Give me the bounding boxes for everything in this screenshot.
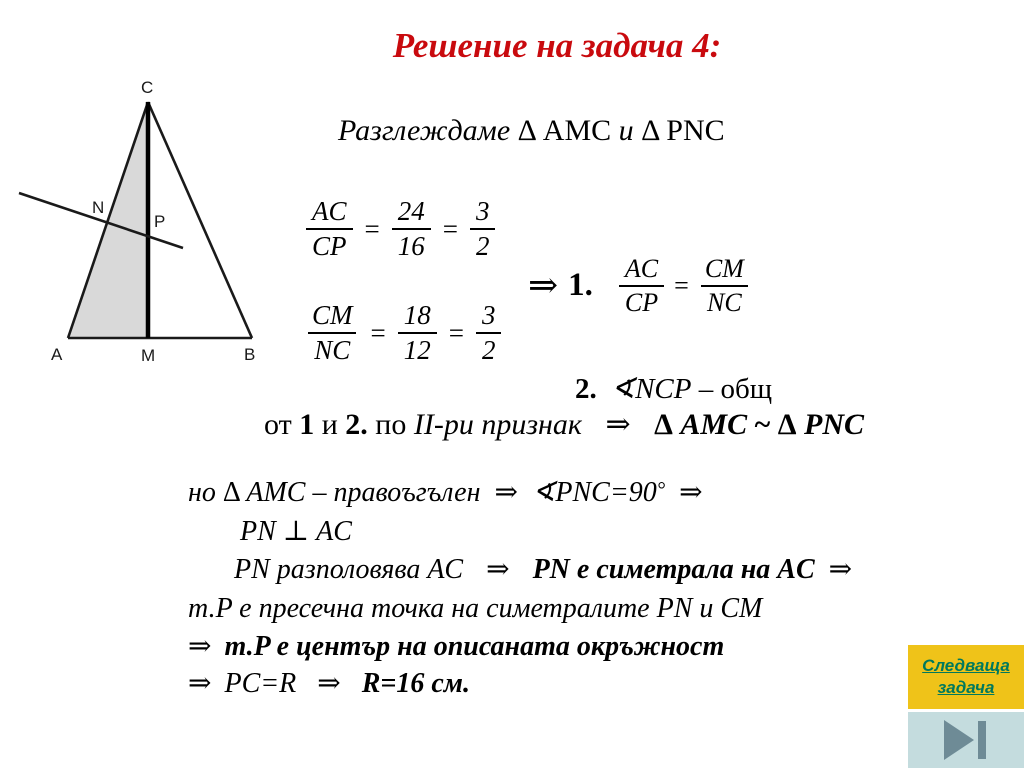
next-task-link[interactable] (908, 645, 1024, 709)
text: т.P е пресечна точка на симетралите (188, 593, 650, 624)
equals-sign: = (370, 317, 386, 348)
text: и (321, 408, 338, 441)
numerator: 18 (403, 300, 431, 330)
subtitle-word: Разглеждаме (338, 114, 511, 147)
numerator: 3 (475, 196, 490, 226)
skip-next-icon (938, 718, 994, 762)
delta-symbol: Δ (777, 408, 797, 441)
triangle-diagram (5, 70, 275, 370)
segment-ac: AC (427, 554, 464, 585)
angle-symbol: ∢ (610, 373, 636, 405)
statement-bold: PN е симетрала на AC (532, 554, 815, 585)
numerator: CM (312, 300, 353, 330)
segment-pn: PN (656, 593, 693, 624)
implies-arrow: ⇒ (188, 668, 212, 699)
next-task-link-line2[interactable]: задача (937, 678, 995, 697)
dash: – (312, 477, 327, 508)
denominator: NC (701, 285, 748, 318)
fraction-ac-cp (619, 254, 664, 318)
fraction-3-2 (476, 300, 502, 366)
fraction-18-12 (398, 300, 437, 366)
segment-pn: PN (234, 554, 270, 585)
step-number: 1. (568, 266, 593, 303)
numerator: CM (704, 254, 744, 283)
text: и (699, 593, 714, 624)
triangle-name-amc: AMC (542, 114, 612, 147)
text: от (264, 408, 292, 441)
equation-pc-r: PC=R (224, 668, 297, 699)
next-slide-button[interactable] (908, 712, 1024, 768)
implies-arrow: ⇒ (317, 668, 341, 699)
equals-sign: = (442, 213, 458, 244)
conclusion-line (264, 408, 864, 443)
ratio-equation-1 (306, 196, 495, 262)
implies-arrow: ⇒ (486, 554, 510, 585)
step-number: 2. (575, 373, 597, 405)
numerator: 24 (397, 196, 425, 226)
dash: – (698, 373, 714, 405)
solution-line-4 (188, 593, 762, 625)
triangle-name-pnc: PNC (666, 114, 725, 147)
common-label: общ (720, 373, 773, 405)
step-1 (528, 254, 750, 318)
denominator: NC (308, 332, 356, 366)
step-2 (575, 373, 772, 406)
delta-symbol: Δ (517, 114, 536, 147)
statement-bold: т.P е център на описаната окръжност (224, 631, 725, 662)
angle-name: NCP (635, 373, 692, 405)
text: разполовява (276, 554, 421, 585)
denominator: CP (619, 285, 664, 318)
solution-line-5 (188, 631, 724, 663)
implies-arrow: ⇒ (828, 554, 853, 585)
subtitle-conj: и (618, 114, 634, 147)
triangle-name-amc: AMC (246, 477, 306, 508)
solution-line-3 (234, 554, 859, 586)
ref-2: 2. (345, 408, 368, 441)
point-label-n: N (92, 198, 105, 217)
perpendicular-symbol: ⊥ (282, 516, 310, 547)
numerator: AC (624, 254, 659, 283)
result-bold: R=16 см. (361, 668, 470, 699)
angle-equation: PNC=90 (555, 477, 657, 508)
point-label-m: M (141, 346, 156, 365)
equals-sign: = (364, 213, 380, 244)
implies-arrow: ⇒ (679, 477, 703, 508)
implies-arrow: ⇒ (528, 265, 559, 306)
page-title: Решение на задача 4: (392, 26, 722, 65)
vertex-label-c: C (141, 78, 154, 97)
ref-1: 1 (299, 408, 315, 441)
text: правоъгълен (333, 477, 481, 508)
criterion: II-ри признак (413, 408, 582, 441)
denominator: 12 (398, 332, 437, 366)
equals-sign: = (674, 270, 689, 300)
fraction-24-16 (392, 196, 431, 262)
triangle-name-pnc: PNC (804, 408, 865, 441)
delta-symbol: Δ (641, 114, 659, 147)
denominator: CP (306, 228, 353, 262)
delta-symbol: Δ (222, 477, 240, 508)
text: по (375, 408, 407, 441)
fraction-cm-nc (699, 254, 750, 318)
subtitle (338, 114, 725, 149)
numerator: AC (312, 196, 347, 226)
delta-symbol: Δ (654, 408, 673, 441)
numerator: 3 (481, 300, 496, 330)
segment-cm: CM (720, 593, 763, 624)
implies-arrow: ⇒ (494, 477, 518, 508)
point-label-p: P (154, 212, 166, 231)
angle-symbol: ∢ (531, 477, 556, 508)
ratio-equation-2 (306, 300, 501, 366)
segment-ac: AC (316, 516, 352, 547)
denominator: 16 (392, 228, 431, 262)
degree-symbol: ° (656, 477, 666, 501)
fraction-3-2 (470, 196, 496, 262)
vertex-label-a: A (51, 345, 63, 364)
denominator: 2 (470, 228, 496, 262)
triangle-name-amc: AMC (680, 408, 748, 441)
segment-pn: PN (240, 516, 276, 547)
denominator: 2 (476, 332, 502, 366)
solution-line-6 (188, 668, 470, 700)
fraction-cm-nc (306, 300, 359, 366)
similar-symbol: ~ (754, 408, 771, 441)
equals-sign: = (448, 317, 464, 348)
text: но (188, 477, 216, 508)
vertex-label-b: B (244, 345, 256, 364)
fraction-ac-cp (306, 196, 353, 262)
next-task-link-line1[interactable]: Следваща (922, 655, 1010, 675)
solution-line-2 (240, 516, 352, 548)
implies-arrow: ⇒ (188, 631, 212, 662)
solution-line-1 (188, 477, 710, 509)
implies-arrow: ⇒ (605, 408, 631, 441)
